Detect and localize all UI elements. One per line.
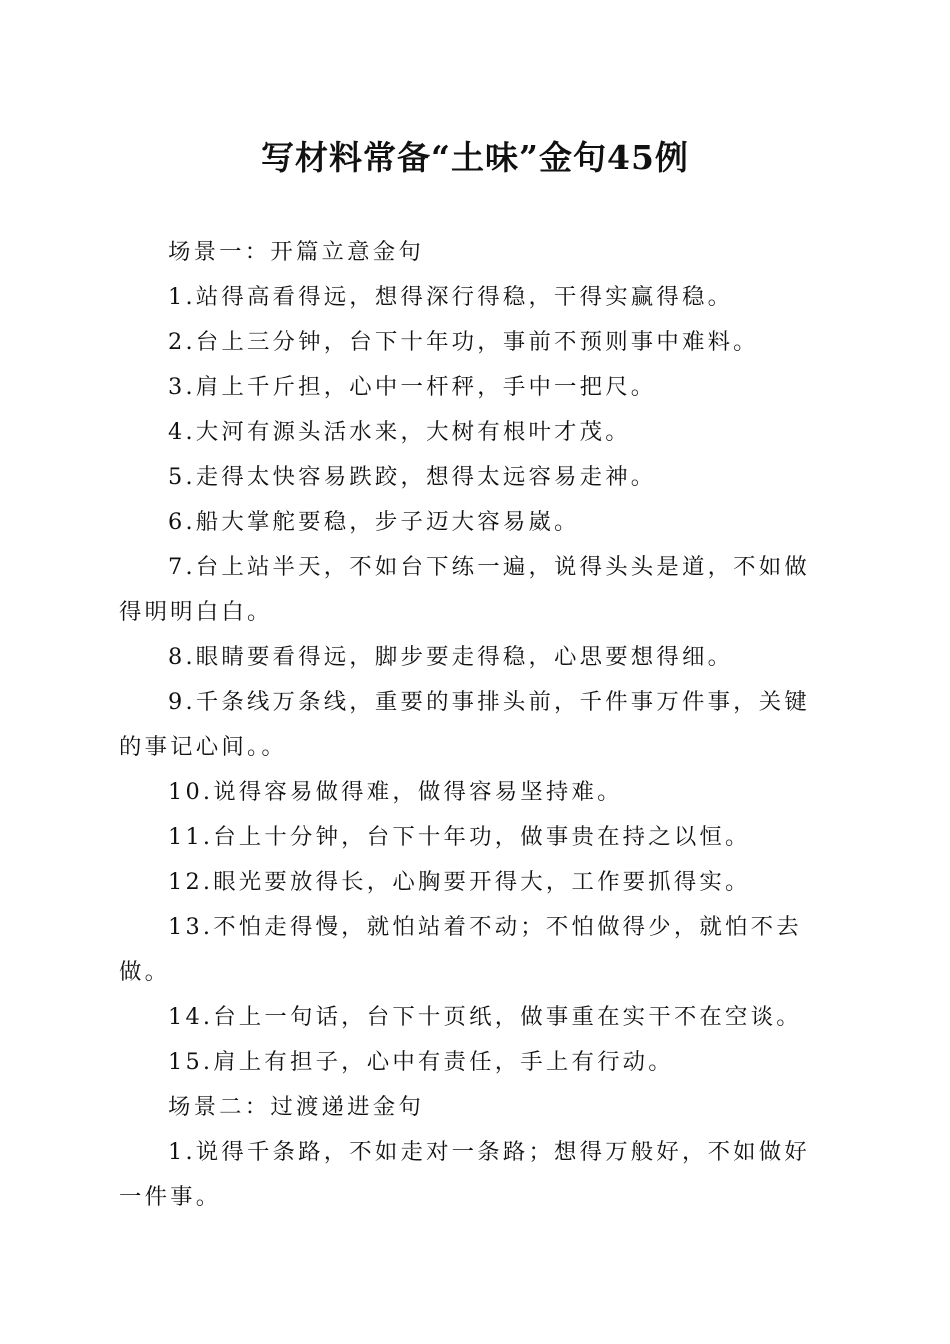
document-body: [119, 230, 831, 1220]
list-item: 1.站得高看得远，想得深行得稳，干得实赢得稳。: [168, 284, 734, 310]
list-item: 5.走得太快容易跌跤，想得太远容易走神。: [168, 464, 657, 490]
list-item: 8.眼睛要看得远，脚步要走得稳，心思要想得细。: [168, 644, 734, 670]
list-item: 9.千条线万条线，重要的事排头前，千件事万件事，关键的事记心间。。: [119, 689, 810, 760]
list-item: 11.台上十分钟，台下十年功，做事贵在持之以恒。: [168, 824, 751, 850]
list-item: 13.不怕走得慢，就怕站着不动；不怕做得少，就怕不去做。: [119, 914, 802, 985]
section-heading: 场景二：过渡递进金句: [168, 1094, 424, 1120]
list-item: 7.台上站半天，不如台下练一遍，说得头头是道，不如做得明明白白。: [119, 554, 810, 625]
list-item: 12.眼光要放得长，心胸要开得大，工作要抓得实。: [168, 869, 751, 895]
list-item: 14.台上一句话，台下十页纸，做事重在实干不在空谈。: [168, 1004, 802, 1030]
list-item: 4.大河有源头活水来，大树有根叶才茂。: [168, 419, 631, 445]
list-item: 15.肩上有担子，心中有责任，手上有行动。: [168, 1049, 674, 1075]
list-item: 2.台上三分钟，台下十年功，事前不预则事中难料。: [168, 329, 759, 355]
list-item: 10.说得容易做得难，做得容易坚持难。: [168, 779, 623, 805]
document-title: 写材料常备“土味”金句45例: [261, 138, 689, 177]
section-heading: 场景一：开篇立意金句: [168, 239, 424, 265]
list-item: 6.船大掌舵要稳，步子迈大容易崴。: [168, 509, 580, 535]
list-item: 1.说得千条路，不如走对一条路；想得万般好，不如做好一件事。: [119, 1139, 810, 1210]
list-item: 3.肩上千斤担，心中一杆秤，手中一把尺。: [168, 374, 657, 400]
